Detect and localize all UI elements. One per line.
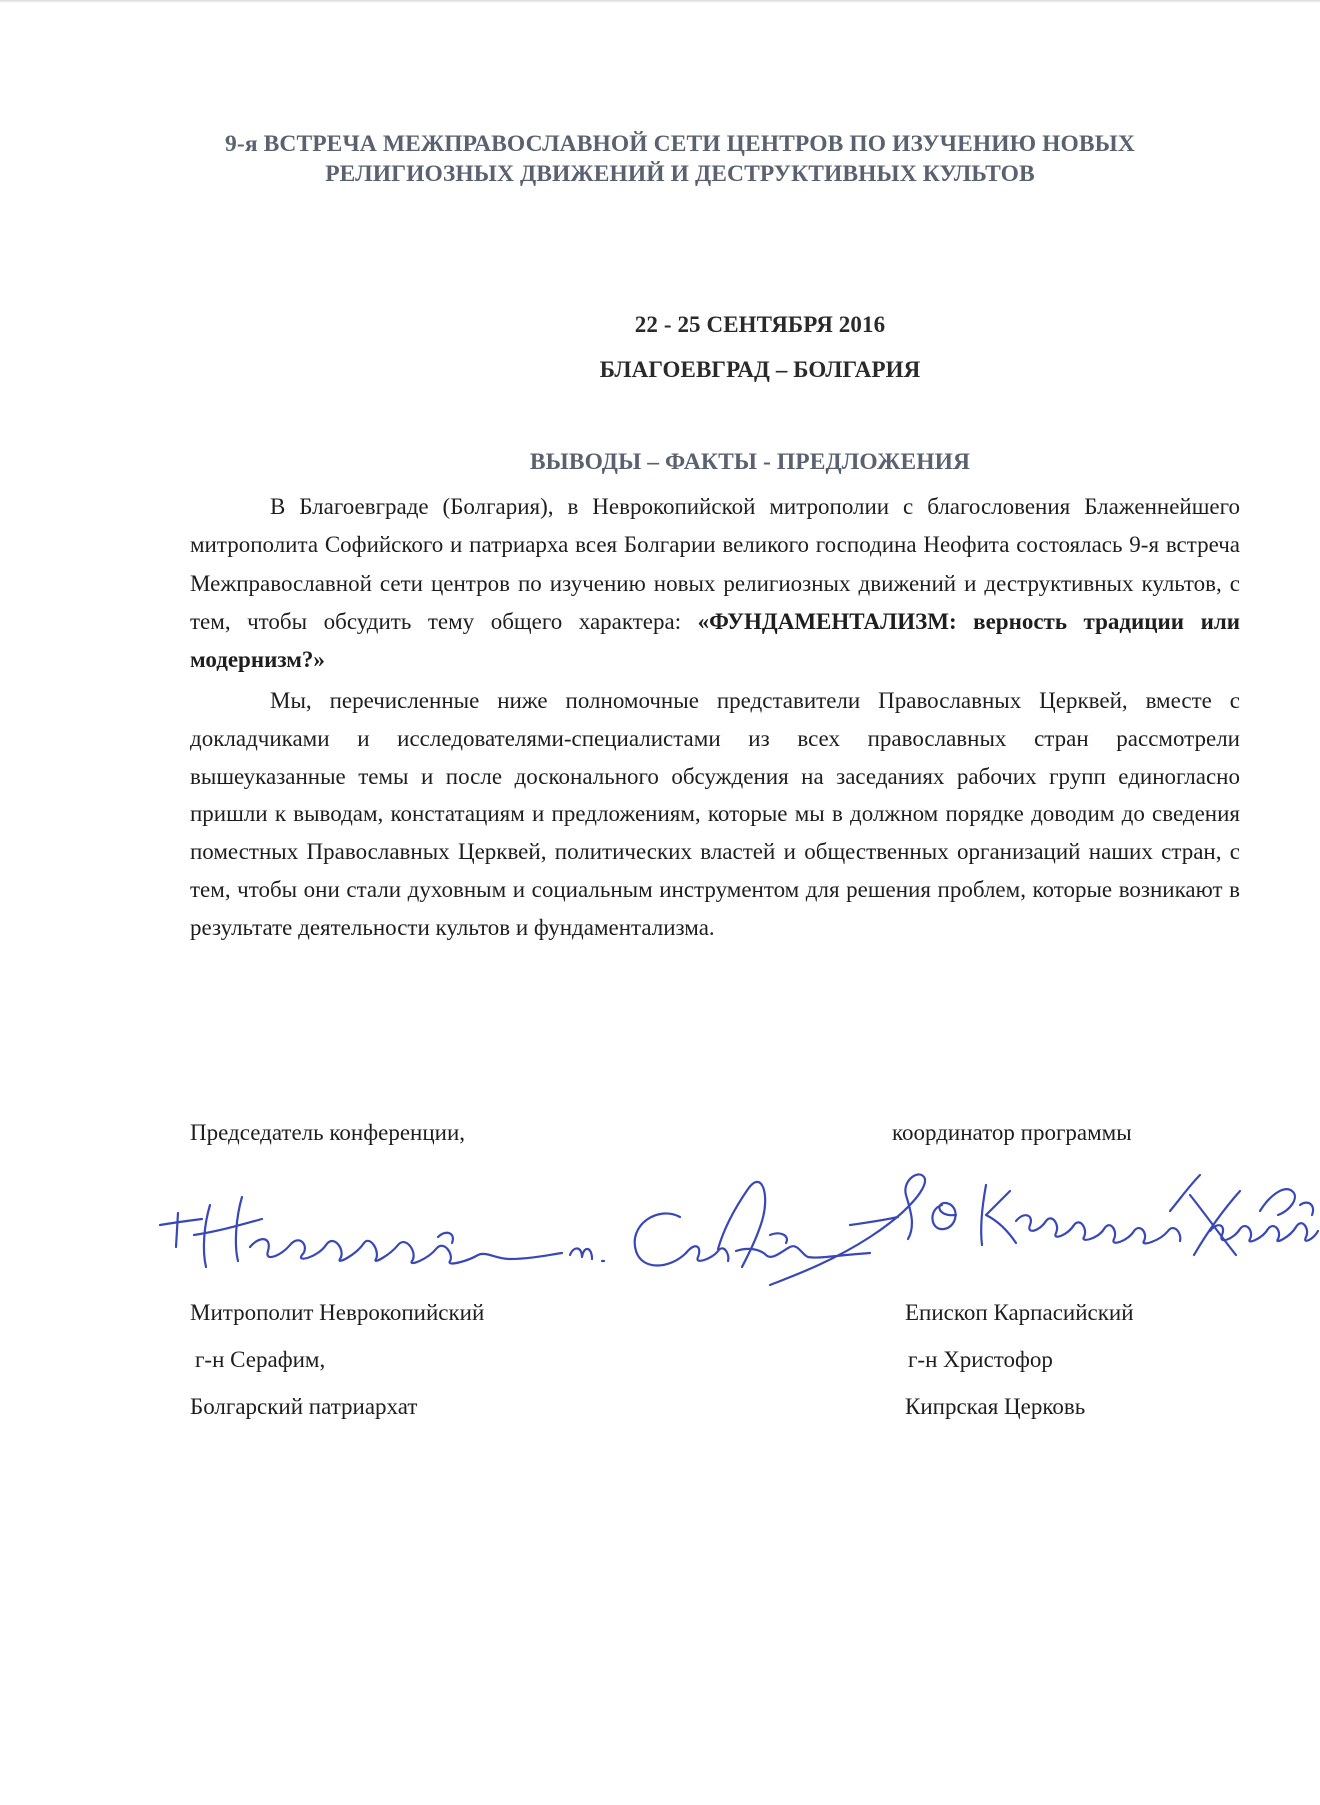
right-signature bbox=[770, 1174, 1318, 1285]
left-signatory-name: г-н Серафим, bbox=[195, 1347, 326, 1372]
right-signatory-church: Кипрская Церковь bbox=[905, 1394, 1086, 1419]
section-title: ВЫВОДЫ – ФАКТЫ - ПРЕДЛОЖЕНИЯ bbox=[529, 449, 971, 475]
event-dates: 22 - 25 СЕНТЯБРЯ 2016 bbox=[634, 312, 886, 337]
right-signatory-name: г-н Христофор bbox=[908, 1347, 1053, 1372]
left-signatory-role: Председатель конференции, bbox=[190, 1120, 466, 1145]
left-signatory-title: Митрополит Неврокопийский bbox=[190, 1300, 485, 1325]
conference-theme: «ФУНДАМЕНТАЛИЗМ: верность традиции или модернизм?» bbox=[190, 608, 1240, 673]
right-signatory-title: Епископ Карпасийский bbox=[905, 1300, 1134, 1325]
handwritten-signatures bbox=[150, 1155, 1320, 1295]
event-place: БЛАГОЕВГРАД – БОЛГАРИЯ bbox=[599, 357, 921, 382]
document-title bbox=[150, 129, 1210, 189]
scan-edge bbox=[0, 0, 1320, 3]
left-signatory-church: Болгарский патриархат bbox=[190, 1394, 418, 1419]
right-signatory-role: координатор программы bbox=[892, 1120, 1132, 1145]
signatures-svg bbox=[150, 1155, 1320, 1295]
left-signature bbox=[160, 1182, 870, 1267]
paragraph-resolution: Мы, перечисленные ниже полномочные представители Православных Церквей, вместе с докладчиками и исследователями-специалистами из всех православных стран рассмотрели вышеуказанные темы и после досконального обсуждения на заседаниях рабочих групп единогласно пришли к выводам, констатациям и предложениям, которые мы в должном порядке доводим до сведения поместных Православных Церквей, политических властей и общественных организаций наших стран, с тем, чтобы они стали духовным и социальным инструментом для решения проблем, которые возникают в результате деятельности культов и фундаментализма. bbox=[190, 688, 1240, 940]
paragraph-intro-text: В Благоевграде (Болгария), в Неврокопийской митрополии с благословения Блаженнейшего митрополита Софийского и патриарха всея Болгарии великого господина Неофита состоялась 9-я встреча Межправославной сети центров по изучению новых религиозных движений и деструктивных культов, с тем, чтобы обсудить тему общего характера: bbox=[190, 494, 1240, 634]
paragraph-intro bbox=[190, 488, 1240, 679]
title-line-1: 9-я ВСТРЕЧА МЕЖПРАВОСЛАВНОЙ СЕТИ ЦЕНТРОВ ПО ИЗУЧЕНИЮ НОВЫХ bbox=[225, 131, 1135, 157]
title-line-2: РЕЛИГИОЗНЫХ ДВИЖЕНИЙ И ДЕСТРУКТИВНЫХ КУЛЬТОВ bbox=[325, 161, 1035, 187]
